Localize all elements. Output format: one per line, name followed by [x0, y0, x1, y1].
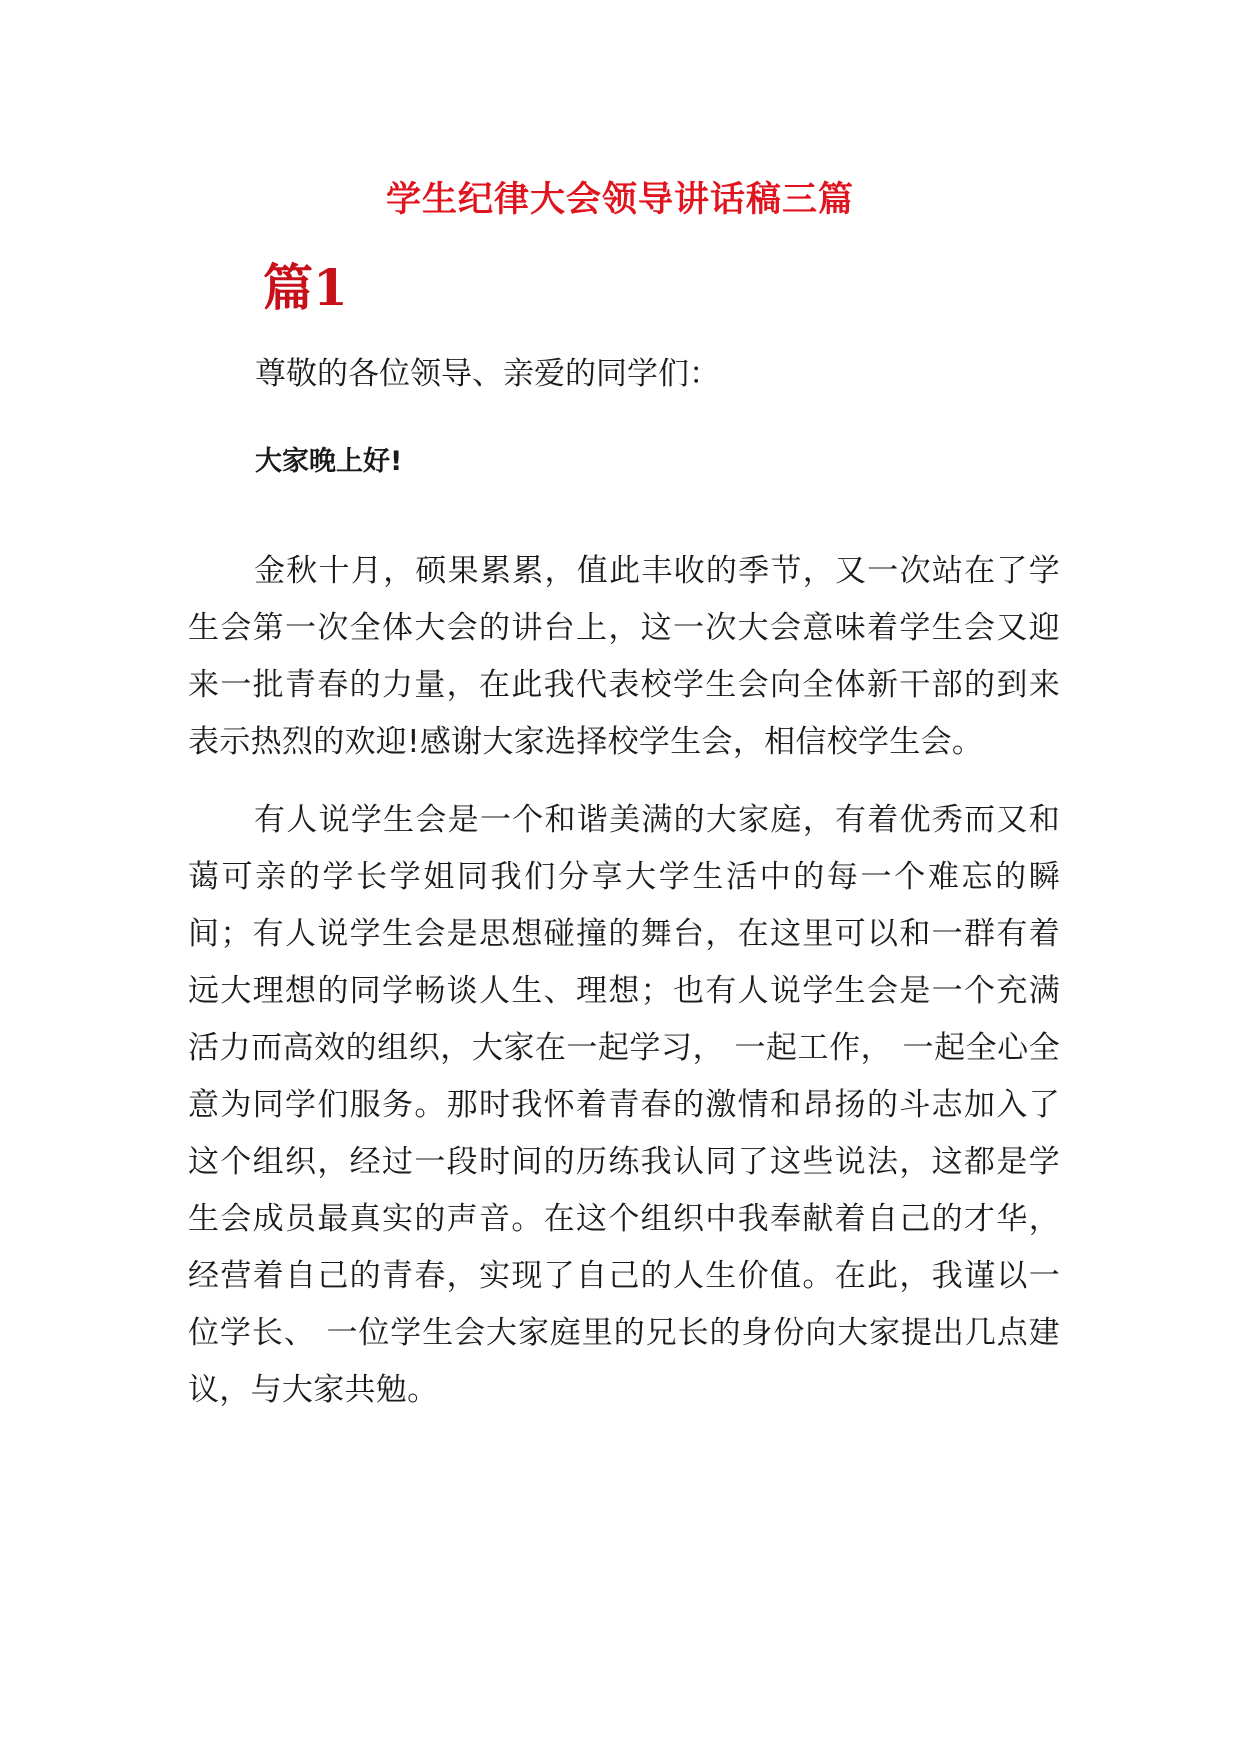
document-title: 学生纪律大会领导讲话稿三篇	[385, 180, 854, 220]
salutation-line: 尊敬的各位领导、亲爱的同学们：	[255, 356, 720, 392]
body-paragraph: 有人说学生会是一个和谐美满的大家庭，有着优秀而又和蔼可亲的学长学姐同我们分享大学生活中的每一个难忘的瞬间；有人说学生会是思想碰撞的舞台，在这里可以和一群有着远大理想的同学畅谈人生、理想；也有人说学生会是一个充满活力而高效的组织，大家在一起学习， 一起工作， 一起全心全意为同学们服务。那时我怀着青春的激情和昂扬的斗志加入了这个组织，经过一段时间的历练我认同了这些说法，这都是学生会成员最真实的声音。在这个组织中我奉献着自己的才华，经营着自己的青春，实现了自己的人生价值。在此，我谨以一位学长、 一位学生会大家庭里的兄长的身份向大家提出几点建议，与大家共勉。	[188, 802, 1060, 1408]
body-paragraph: 金秋十月，硕果累累，值此丰收的季节，又一次站在了学生会第一次全体大会的讲台上，这一次大会意味着学生会又迎来一批青春的力量，在此我代表校学生会向全体新干部的到来表示热烈的欢迎!感谢大家选择校学生会，相信校学生会。	[188, 553, 1060, 760]
section-heading: 篇1	[263, 258, 348, 317]
greeting-line: 大家晚上好!	[255, 446, 403, 477]
